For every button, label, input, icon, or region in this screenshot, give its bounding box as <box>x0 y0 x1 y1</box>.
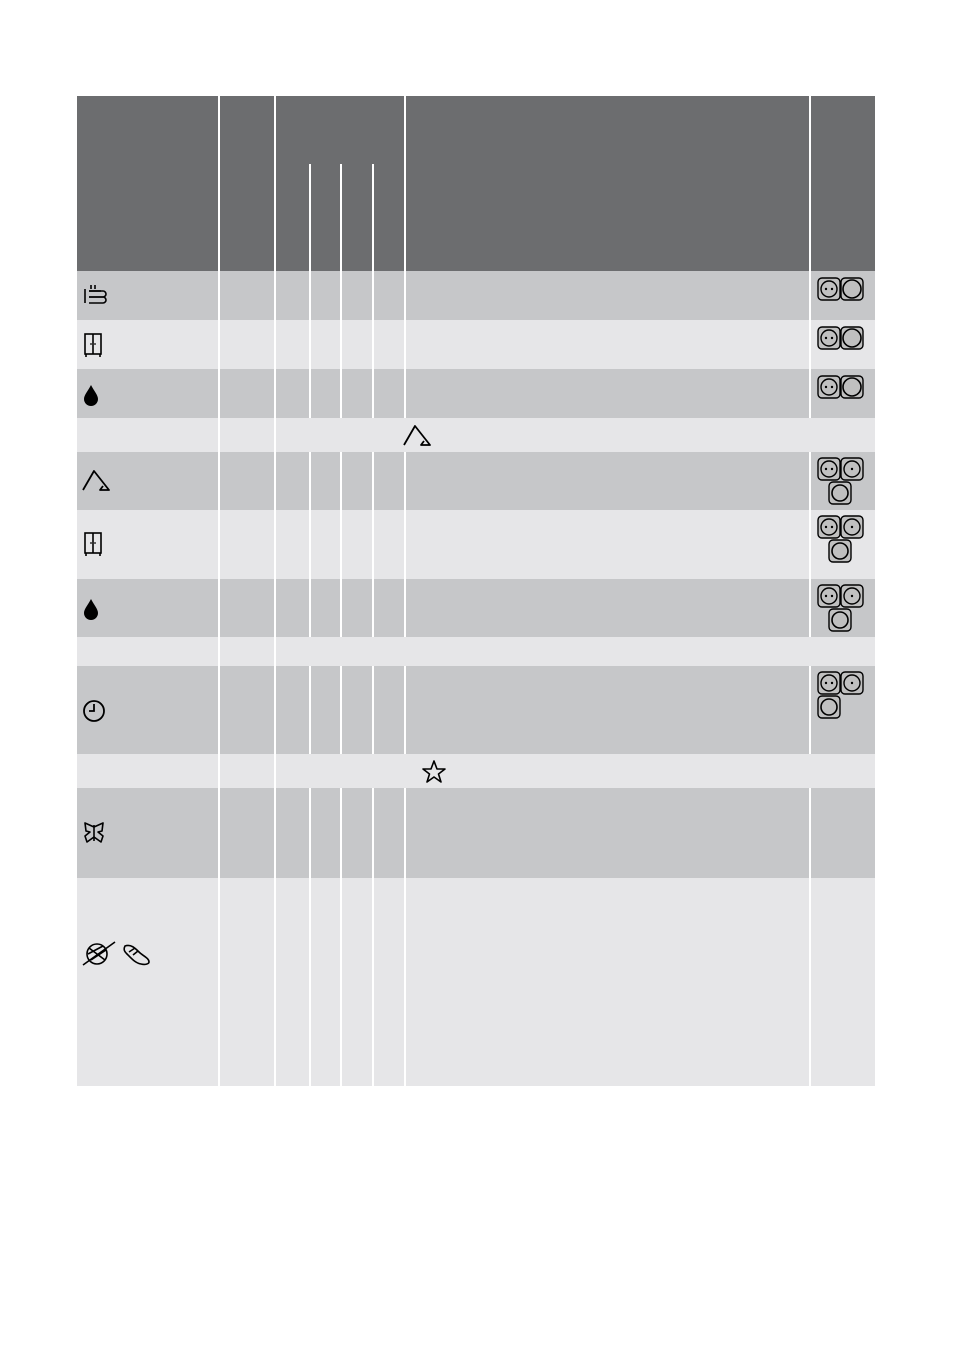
column-divider <box>309 452 311 637</box>
column-divider <box>809 96 811 418</box>
column-divider <box>340 788 342 1086</box>
cupboard-dry-icon <box>81 531 105 557</box>
column-divider <box>340 452 342 637</box>
section-header-timed <box>77 637 875 666</box>
wool-yarn-and-shoe-icons <box>81 938 153 968</box>
table-row <box>77 666 875 754</box>
column-divider <box>404 96 406 418</box>
table-row <box>77 369 875 418</box>
two-dot-dots-icon <box>817 326 865 350</box>
table-row <box>77 271 875 320</box>
three-dots-icon <box>817 457 865 505</box>
three-dots-icon <box>817 671 865 719</box>
column-divider <box>309 788 311 1086</box>
table-header <box>77 96 875 271</box>
delicates-butterfly-icon <box>81 819 107 845</box>
column-divider <box>372 452 374 637</box>
iron-dry-drop-icon <box>81 383 101 407</box>
three-dots-icon <box>817 584 865 632</box>
table-row <box>77 320 875 369</box>
three-dots-icon <box>817 515 865 563</box>
column-divider <box>404 788 406 1086</box>
table-row <box>77 452 875 510</box>
column-divider <box>404 452 406 637</box>
two-dot-dots-icon <box>817 375 865 399</box>
column-divider <box>309 164 311 418</box>
cupboard-dry-icon <box>81 332 105 358</box>
timed-drying-clock-icon <box>81 698 107 724</box>
section-header-special <box>77 754 875 788</box>
column-divider <box>809 666 811 754</box>
extra-dry-stack-icon <box>81 281 111 311</box>
table-row <box>77 510 875 579</box>
iron-dry-drop-icon <box>81 597 101 621</box>
table-row <box>77 579 875 637</box>
column-divider <box>809 788 811 1086</box>
two-dot-dots-icon <box>817 277 865 301</box>
column-divider <box>340 666 342 754</box>
column-divider <box>809 452 811 637</box>
column-divider <box>372 164 374 418</box>
synthetics-triangle-icon <box>81 468 111 492</box>
column-divider <box>309 666 311 754</box>
column-divider <box>218 96 220 1086</box>
column-divider <box>340 164 342 418</box>
table-row <box>77 788 875 878</box>
column-divider <box>274 96 276 1086</box>
column-divider <box>372 788 374 1086</box>
cotton-triangle-icon <box>402 423 432 447</box>
table-row <box>77 878 875 1086</box>
star-icon <box>421 759 447 785</box>
column-divider <box>372 666 374 754</box>
section-header-cotton <box>77 418 875 452</box>
column-divider <box>404 666 406 754</box>
